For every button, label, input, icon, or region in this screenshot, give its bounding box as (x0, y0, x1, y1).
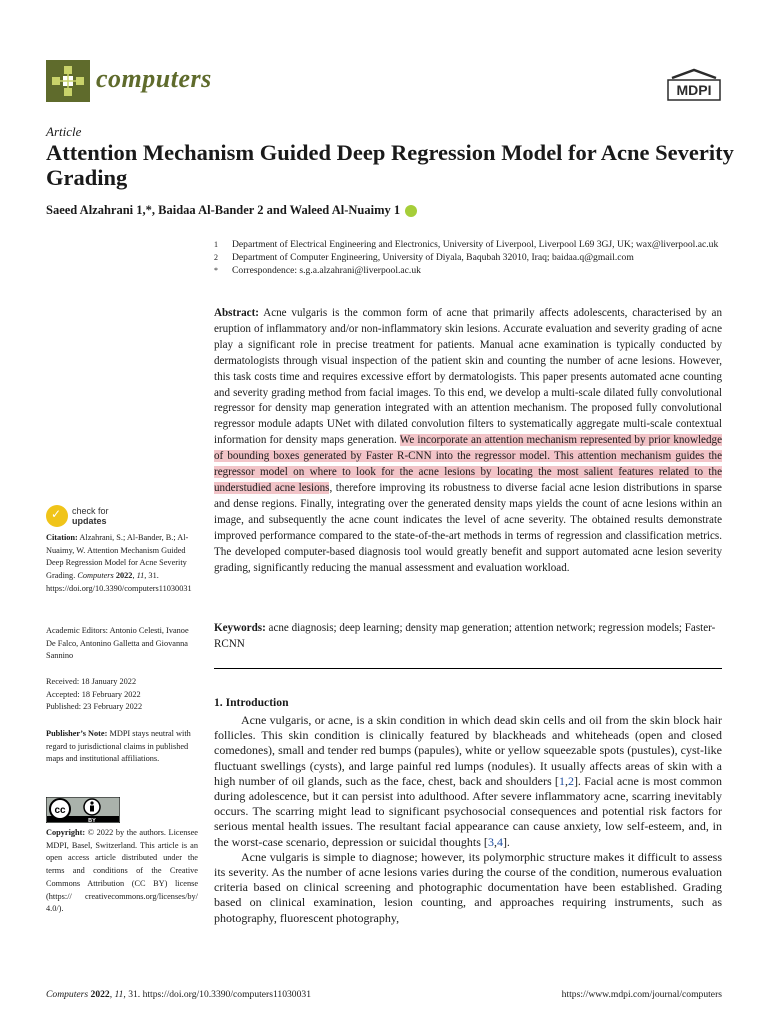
mdpi-logo (666, 68, 722, 102)
section-heading: 1. Introduction (214, 696, 289, 709)
dates-block (46, 676, 198, 714)
citation-volume: 11 (136, 571, 145, 581)
received-date: Received: 18 January 2022 (46, 677, 137, 686)
accepted-date: Accepted: 18 February 2022 (46, 689, 141, 699)
pub-note-label: Publisher’s Note: (46, 729, 108, 738)
check-for-updates-badge[interactable] (46, 505, 109, 527)
affiliation-text: Department of Computer Engineering, University of Diyala, Baqubah 32010, Iraq; baidaa.q@gmail.com (232, 252, 634, 263)
affiliation-text: Correspondence: s.g.a.alzahrani@liverpool.ac.uk (232, 265, 421, 276)
citation-label: Citation: (46, 533, 78, 542)
abstract (214, 306, 722, 576)
publishers-note (46, 728, 198, 766)
footer-doi[interactable]: , 31. https://doi.org/10.3390/computers11030031 (123, 989, 311, 1000)
copyright-block (46, 827, 198, 916)
pub-note-text: MDPI stays neutral with regard to jurisdictional claims in published maps and institutional affiliations. (46, 729, 191, 764)
cc-by-license-icon[interactable] (46, 797, 120, 823)
keywords-label: Keywords: (214, 622, 266, 634)
intro-text: ]. (502, 834, 510, 849)
check-updates-line2: updates (72, 516, 107, 526)
intro-paragraph (214, 713, 722, 850)
cc-badge-label: BY (88, 818, 96, 823)
section-divider (214, 668, 722, 669)
citation-journal: Computers (77, 571, 114, 581)
footer-journal-url[interactable]: https://www.mdpi.com/journal/computers (561, 989, 722, 1000)
abstract-label: Abstract: (214, 307, 259, 319)
introduction-body (214, 713, 722, 926)
intro-paragraph: Acne vulgaris is simple to diagnose; however, its polymorphic structure makes it difficult to assess its severity. As the number of acne lesions varies during the course of the condition, numerous evaluation criteria based on clinical screening and photographic documentation have been established. Grading based on clinical examination, lesion counting, and approaches requiring instruments, such as photography, fluorescent photography, (214, 849, 722, 925)
copyright-label: Copyright: (46, 828, 86, 837)
intro-text: Acne vulgaris, or acne, is a skin condition in which dead skin cells and oil from the skin block hair follicles. This skin condition is clinically featured by blackheads and whiteheads (open and closed comedones), small and tender red bumps (papules), white or yellow squeezable spots (pustules), cyst-like fluctuant swellings (cysts), and large painful red lumps (nodules). It usually affects areas of skin with a high number of oil glands, such as the face, chest, back and shoulders [ (214, 713, 722, 788)
affiliation-row (214, 251, 722, 264)
check-updates-line1: check for (72, 506, 109, 516)
keywords-text: acne diagnosis; deep learning; density map generation; attention network; regression models; Faster-RCNN (214, 622, 716, 650)
journal-name: computers (96, 64, 212, 93)
citation-link[interactable]: 2 (567, 773, 574, 788)
article-type: Article (46, 124, 82, 139)
keywords (214, 621, 722, 653)
footer-journal: Computers (46, 989, 89, 1000)
affiliation-mark: 2 (214, 253, 218, 262)
svg-text:cc: cc (54, 805, 66, 816)
affiliation-mark: * (214, 266, 218, 275)
orcid-icon[interactable] (405, 205, 417, 217)
publisher-name: MDPI (676, 82, 712, 98)
affiliations (214, 238, 722, 277)
copyright-text: © 2022 by the authors. Licensee MDPI, Basel, Switzerland. This article is an open access article distributed under the terms and conditions of the Creative Commons Attribution (CC BY) license (https:// creativecommons.org/licenses/by/ 4.0/). (46, 828, 198, 914)
affiliation-text: Department of Electrical Engineering and Electronics, University of Liverpool, Liverpool L69 3GJ, UK; wax@liverpool.ac.uk (232, 239, 719, 250)
affiliation-mark: 1 (214, 240, 218, 249)
article-title: Attention Mechanism Guided Deep Regression Model for Acne Severity Grading (46, 140, 734, 190)
affiliation-row (214, 264, 722, 277)
citation-text: Alzahrani, S.; Al-Bander, B.; Al-Nuaimy, W. Attention Mechanism Guided Deep Regression Model for Acne Severity Grading. (46, 533, 189, 581)
academic-editors: Academic Editors: Antonio Celesti, Ivanoe De Falco, Antonino Galletta and Giovanna Sannino (46, 626, 189, 661)
journal-header (46, 60, 722, 104)
author-list (46, 203, 417, 218)
abstract-highlight: We incorporate an attention mechanism represented by prior knowledge of bounding boxes generated by Faster R-CNN into the regressor model. This attention mechanism guides the regressor model on where to look for the acne lesions by locating the most salient features related to the understudied acne lesions (214, 434, 722, 494)
authors-text: Saeed Alzahrani 1,*, Baidaa Al-Bander 2 and Waleed Al-Nuaimy 1 (46, 203, 401, 217)
abstract-text-2: , therefore improving its robustness to diverse facial acne lesion distributions in sparse and dense regions. Finally, integrating over the generated density maps yields the count of acne lesions within an image, and subsequently the acne count indicates the level of acne severity. The obtained results demonstrate improved performance compared to the state-of-the-art methods in terms of regression and classification metrics. The developed computer-based diagnosis tool would greatly benefit and support automated acne lesion severity grading, significantly reducing the manual assessment and evaluation workload. (214, 481, 722, 574)
affiliation-row (214, 238, 722, 251)
citation-block: Citation: Alzahrani, S.; Al-Bander, B.; Al-Nuaimy, W. Attention Mechanism Guided Deep Regression Model for Acne Severity Grading. Computers 2022, 11, 31. https://doi.org/10.3390/computers11030031 (46, 533, 192, 593)
citation-link[interactable]: 1 (558, 773, 565, 788)
footer-citation: Computers 2022, 11, 31. https://doi.org/10.3390/computers11030031 (46, 989, 311, 1000)
citation-sep: , (564, 773, 568, 788)
intro-text: ]. Facial acne is most common during adolescence, but it can persist into adulthood. After severe inflammatory acne, scarring inevitably occurs. The scarring might lead to significant psychosocial consequences and potential risk factors for serious mental health issues. The resultant facial appearance can cause anxiety, low self-esteem, and, in the worst-case scenario, depression or suicidal thoughts [ (214, 773, 722, 849)
footer-volume: 11 (114, 989, 124, 1000)
check-updates-icon (46, 505, 68, 527)
citation-link[interactable]: 4 (496, 834, 503, 849)
citation-link[interactable]: 3 (487, 834, 494, 849)
citation-year: 2022 (115, 571, 133, 581)
citation-rest: , 31. https://doi.org/10.3390/computers11030031 (46, 571, 192, 593)
citation-sep: , (493, 834, 497, 849)
published-date: Published: 23 February 2022 (46, 702, 143, 712)
footer-year: 2022 (90, 989, 110, 1000)
journal-logo-icon (46, 60, 90, 102)
abstract-text-1: Acne vulgaris is the common form of acne that primarily affects adolescents, characterised by an eruption of inflammatory and/or non-inflammatory skin lesions. Accurate evaluation and severity grading of acne play a significant role in precise treatment for patients. Manual acne examination is typically conducted by dermatologists through visual inspection of the patient skin and counting the number of acne lesions. However, this task costs time and requires excessive effort by dermatologists. This paper presents automated acne counting and severity grading method from facial images. To this end, we develop a multi-scale dilated fully convolutional regressor for density map generation integrated with an attention mechanism. The proposed fully convolutional regressor module adapts UNet with dilated convolution filters to systematically aggregate multi-scale contextual information for density maps generation. (214, 307, 722, 447)
